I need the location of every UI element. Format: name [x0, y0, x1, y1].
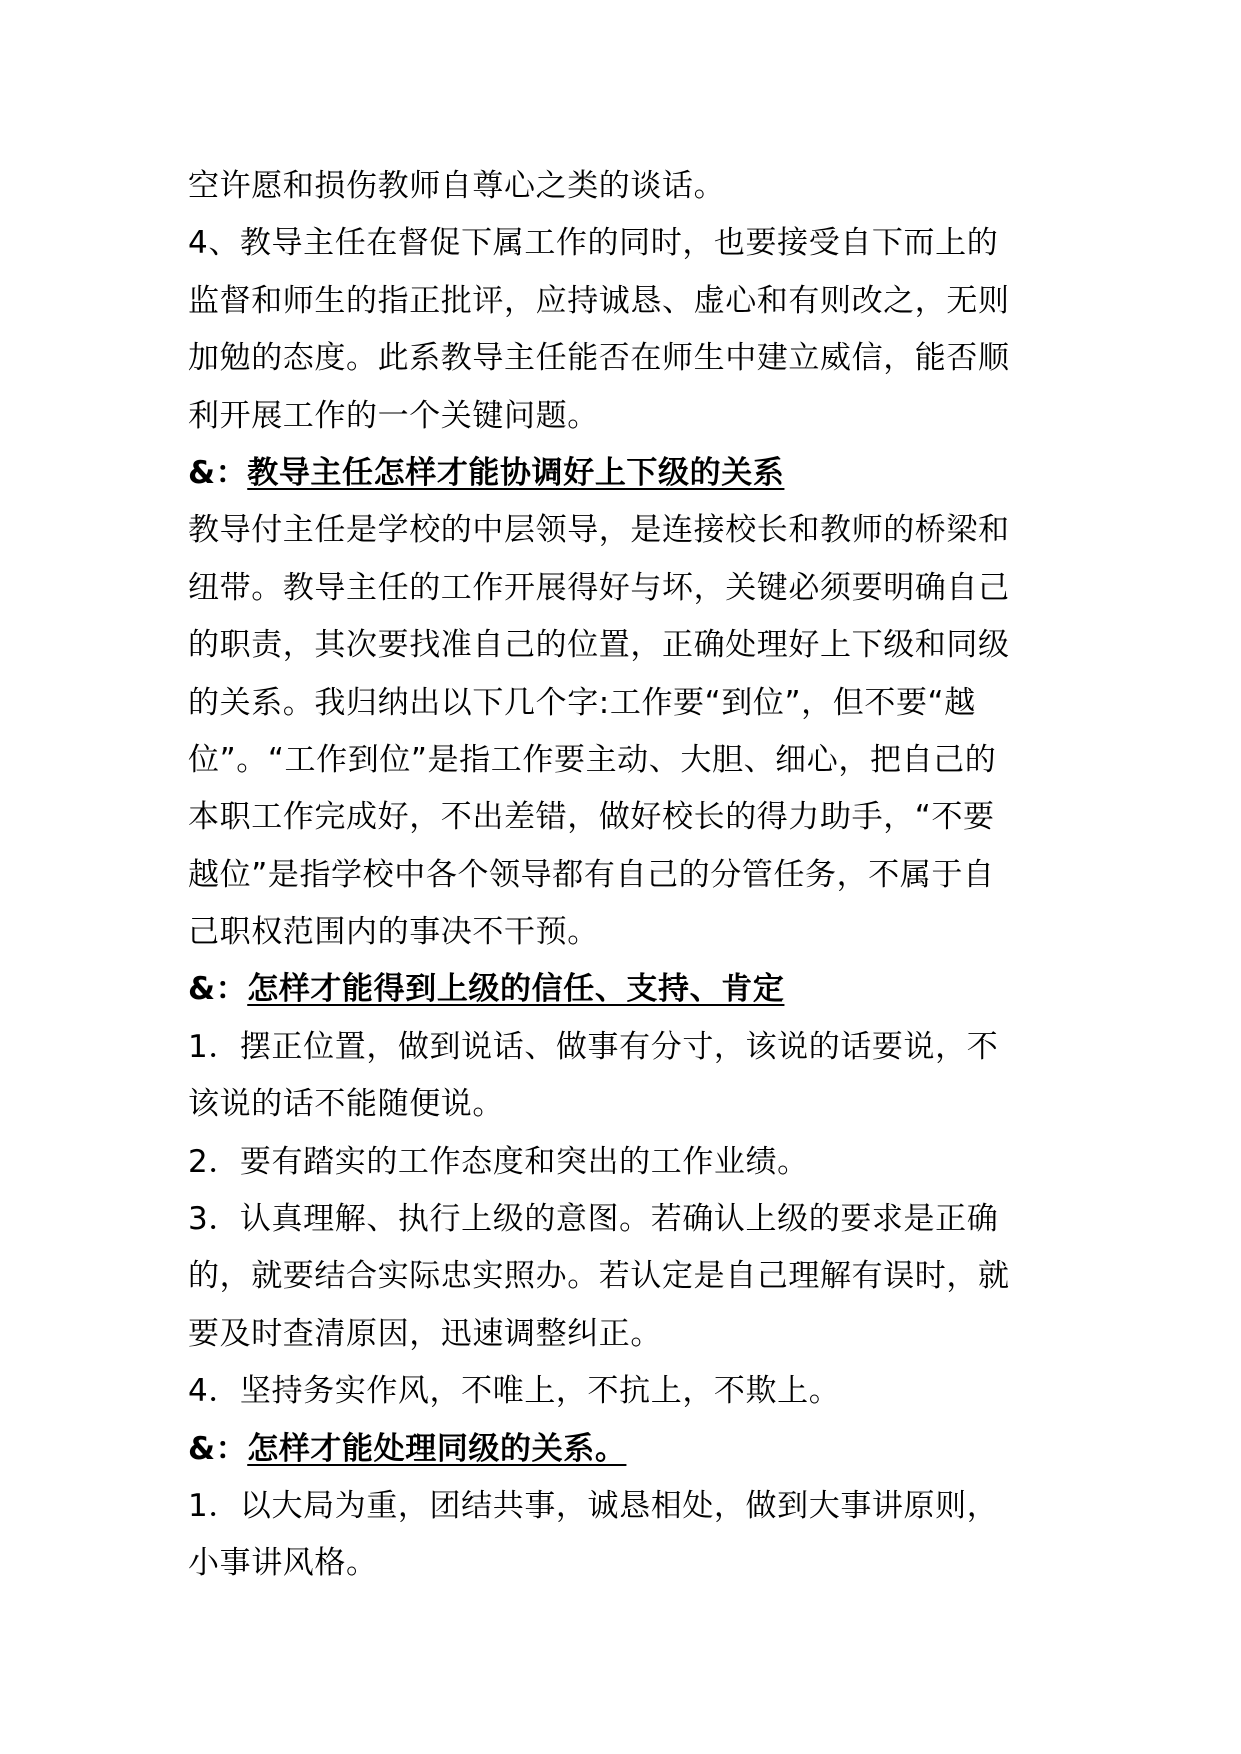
document-page	[188, 158, 1068, 1593]
text-line: 2．要有踏实的工作态度和突出的工作业绩。	[188, 1143, 809, 1180]
section-heading-peer-relations	[188, 1421, 1068, 1478]
text-line: 4、教导主任在督促下属工作的同时，也要接受自下而上的	[188, 225, 999, 262]
section-title: 教导主任怎样才能协调好上下级的关系	[247, 454, 785, 491]
section-marker: &：	[188, 1430, 248, 1467]
text-line: 教导付主任是学校的中层领导，是连接校长和教师的桥梁和	[188, 512, 1010, 549]
text-line: 该说的话不能随便说。	[188, 1086, 504, 1123]
section-title: 怎样才能处理同级的关系。	[247, 1430, 627, 1467]
section-heading-superior-trust	[188, 961, 1068, 1018]
text-line: 己职权范围内的事决不干预。	[188, 914, 599, 951]
text-line: 的职责，其次要找准自己的位置，正确处理好上下级和同级	[188, 627, 1010, 664]
text-line: 纽带。教导主任的工作开展得好与坏，关键必须要明确自己	[188, 569, 1010, 606]
section-title: 怎样才能得到上级的信任、支持、肯定	[247, 971, 785, 1008]
text-line: 1．以大局为重，团结共事，诚恳相处，做到大事讲原则，	[188, 1487, 999, 1524]
text-line: 位”。“工作到位”是指工作要主动、大胆、细心，把自己的	[188, 741, 997, 778]
section-marker: &：	[188, 454, 248, 491]
text-line: 3．认真理解、执行上级的意图。若确认上级的要求是正确	[188, 1201, 999, 1238]
text-line: 加勉的态度。此系教导主任能否在师生中建立威信，能否顺	[188, 340, 1010, 377]
text-line: 小事讲风格。	[188, 1545, 378, 1582]
text-line: 4．坚持务实作风，不唯上，不抗上，不欺上。	[188, 1373, 841, 1410]
text-line: 的关系。我归纳出以下几个字:工作要“到位”，但不要“越	[188, 684, 976, 721]
text-line: 要及时查清原因，迅速调整纠正。	[188, 1315, 662, 1352]
text-line: 越位”是指学校中各个领导都有自己的分管任务，不属于自	[188, 856, 995, 893]
text-line: 利开展工作的一个关键问题。	[188, 397, 599, 434]
text-line: 空许愿和损伤教师自尊心之类的谈话。	[188, 168, 726, 204]
text-line: 1．摆正位置，做到说话、做事有分寸，该说的话要说，不	[188, 1028, 999, 1065]
text-line: 本职工作完成好，不出差错，做好校长的得力助手，“不要	[188, 799, 995, 836]
section-marker: &：	[188, 971, 248, 1008]
section-heading-superior-subordinate	[188, 445, 1068, 502]
text-line: 监督和师生的指正批评，应持诚恳、虚心和有则改之，无则	[188, 282, 1010, 319]
text-line: 的，就要结合实际忠实照办。若认定是自己理解有误时，就	[188, 1258, 1010, 1295]
